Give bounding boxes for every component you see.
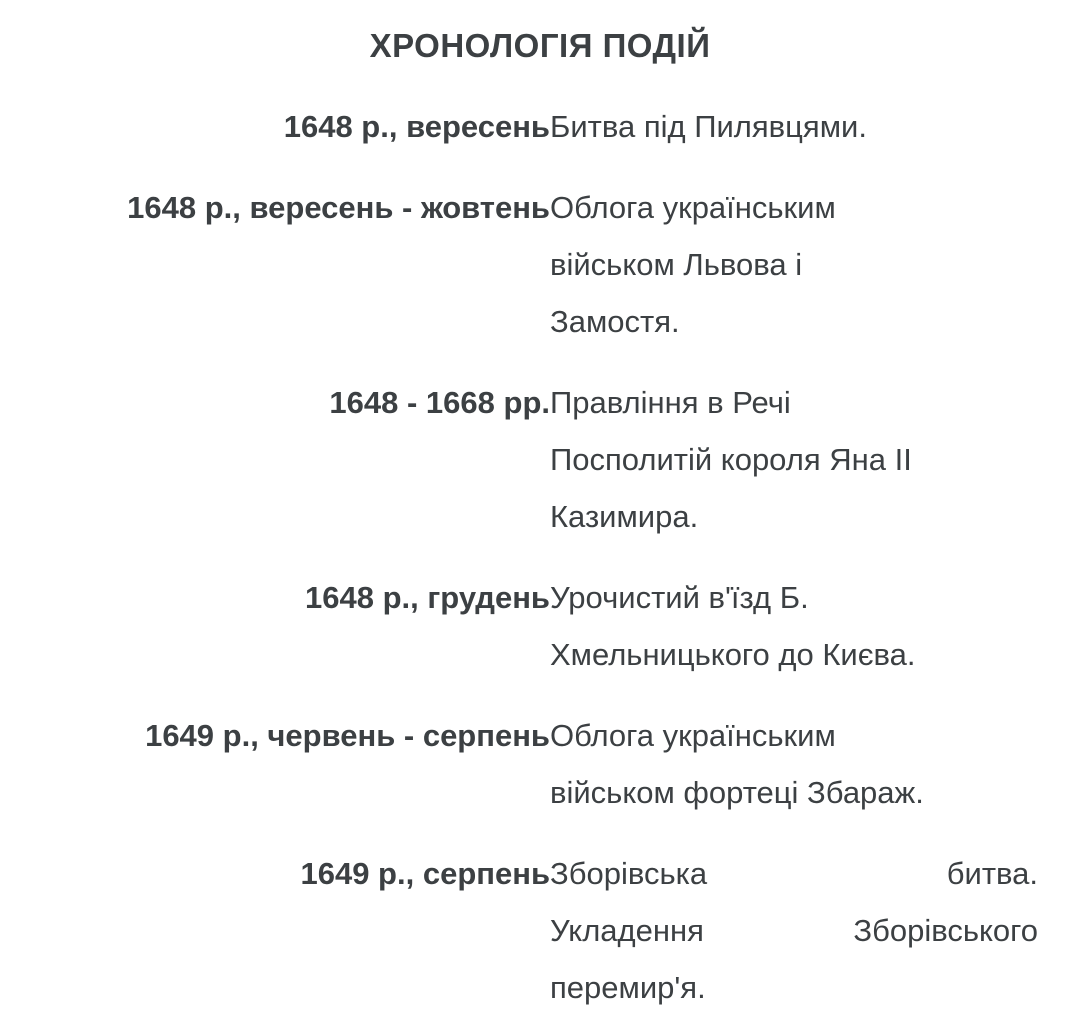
event-description-line: Облога українським (550, 190, 836, 225)
event-description-line: військом Львова і (550, 247, 803, 282)
word: битва. (946, 856, 1038, 891)
word: Укладення (550, 913, 704, 948)
event-date: 1648 р., вересень - жовтень (127, 190, 550, 225)
event-description-line (550, 902, 1038, 959)
word: Зборівська (550, 856, 708, 891)
event-description-line: Битва під Пилявцями. (550, 109, 867, 144)
event-description-line: Урочистий в'їзд Б. (550, 580, 809, 615)
page-title: ХРОНОЛОГІЯ ПОДІЙ (369, 27, 711, 64)
chronology-table (0, 98, 1080, 1012)
chronology-row (0, 374, 1080, 545)
event-description-line: перемир'я. (550, 970, 706, 1005)
event-description (550, 569, 1080, 683)
event-date: 1648 р., грудень (305, 580, 550, 615)
event-description (550, 179, 1080, 350)
event-description-line: Замостя. (550, 304, 680, 339)
event-description (550, 845, 1080, 1012)
event-date: 1649 р., серпень (300, 856, 550, 891)
chronology-row (0, 569, 1080, 683)
event-description (550, 98, 1080, 155)
event-description (550, 374, 1080, 545)
event-description-line: Облога українським (550, 718, 836, 753)
event-description-line (550, 845, 1038, 902)
word: Зборівського (853, 913, 1038, 948)
chronology-row (0, 179, 1080, 350)
event-date: 1649 р., червень - серпень (145, 718, 550, 753)
event-description-line: Хмельницького до Києва. (550, 637, 916, 672)
chronology-row (0, 98, 1080, 155)
event-date: 1648 р., вересень (283, 109, 550, 144)
chronology-row (0, 845, 1080, 1012)
event-description-line: військом фортеці Збараж. (550, 775, 924, 810)
event-description-line: Правління в Речі (550, 385, 791, 420)
event-description-line: Казимира. (550, 499, 699, 534)
event-description-line: Посполитій короля Яна II (550, 442, 912, 477)
event-date: 1648 - 1668 рр. (329, 385, 550, 420)
chronology-row (0, 707, 1080, 821)
event-description (550, 707, 1080, 821)
